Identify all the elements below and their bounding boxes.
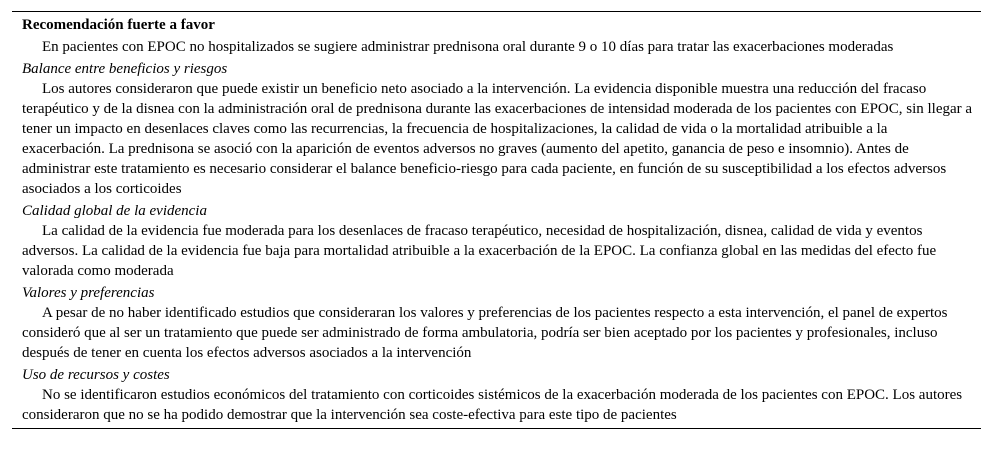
- section-text-balance: Los autores consideraron que puede existir un beneficio neto asociado a la intervención. La evidencia disponible muestra una reducción del fracaso terapéutico y de la disnea con la administración oral de prednisona durante las exacerbaciones de intensidad moderada de los pacientes con EPOC, sin llegar a tener un impacto en desenlaces claves como las recurrencias, la frecuencia de hospitalizaciones, la calidad de vida o la mortalidad atribuible a la exacerbación. La prednisona se asoció con la aparición de eventos adversos no graves (aumento del apetito, ganancia de peso e insomnio). Antes de administrar este tratamiento es necesario considerar el balance beneficio-riesgo para cada paciente, en función de su susceptibilidad a los efectos adversos asociados a los corticoides: [22, 81, 973, 197]
- recommendation-text: En pacientes con EPOC no hospitalizados se sugiere administrar prednisona oral durante 9 o 10 días para tratar las exacerbaciones moderadas: [42, 39, 894, 55]
- recommendation-table: [12, 11, 981, 429]
- section-heading-costs: Uso de recursos y costes: [22, 367, 170, 383]
- section-heading-balance: Balance entre beneficios y riesgos: [22, 61, 228, 77]
- recommendation-title: Recomendación fuerte a favor: [22, 17, 215, 33]
- section-text-quality: La calidad de la evidencia fue moderada para los desenlaces de fracaso terapéutico, necesidad de hospitalización, disnea, calidad de vida y eventos adversos. La calidad de la evidencia fue baja para mortalidad atribuible a la exacerbación de la EPOC. La confianza global en las medidas del efecto fue valorada como moderada: [22, 223, 937, 279]
- section-text-costs: No se identificaron estudios económicos del tratamiento con corticoides sistémicos de la exacerbación moderada de los pacientes con EPOC. Los autores consideraron que no se ha podido demostrar que la intervención sea coste-efectiva para este tipo de pacientes: [22, 387, 963, 423]
- recommendation-content: [12, 15, 981, 425]
- section-text-values: A pesar de no haber identificado estudios que consideraran los valores y preferencias de los pacientes respecto a esta intervención, el panel de expertos consideró que al ser un tratamiento que puede ser administrado de forma ambulatoria, podría ser bien aceptado por los pacientes y profesionales, incluso después de tener en cuenta los efectos adversos asociados a la intervención: [22, 305, 948, 361]
- section-heading-values: Valores y preferencias: [22, 285, 155, 301]
- section-heading-quality: Calidad global de la evidencia: [22, 203, 207, 219]
